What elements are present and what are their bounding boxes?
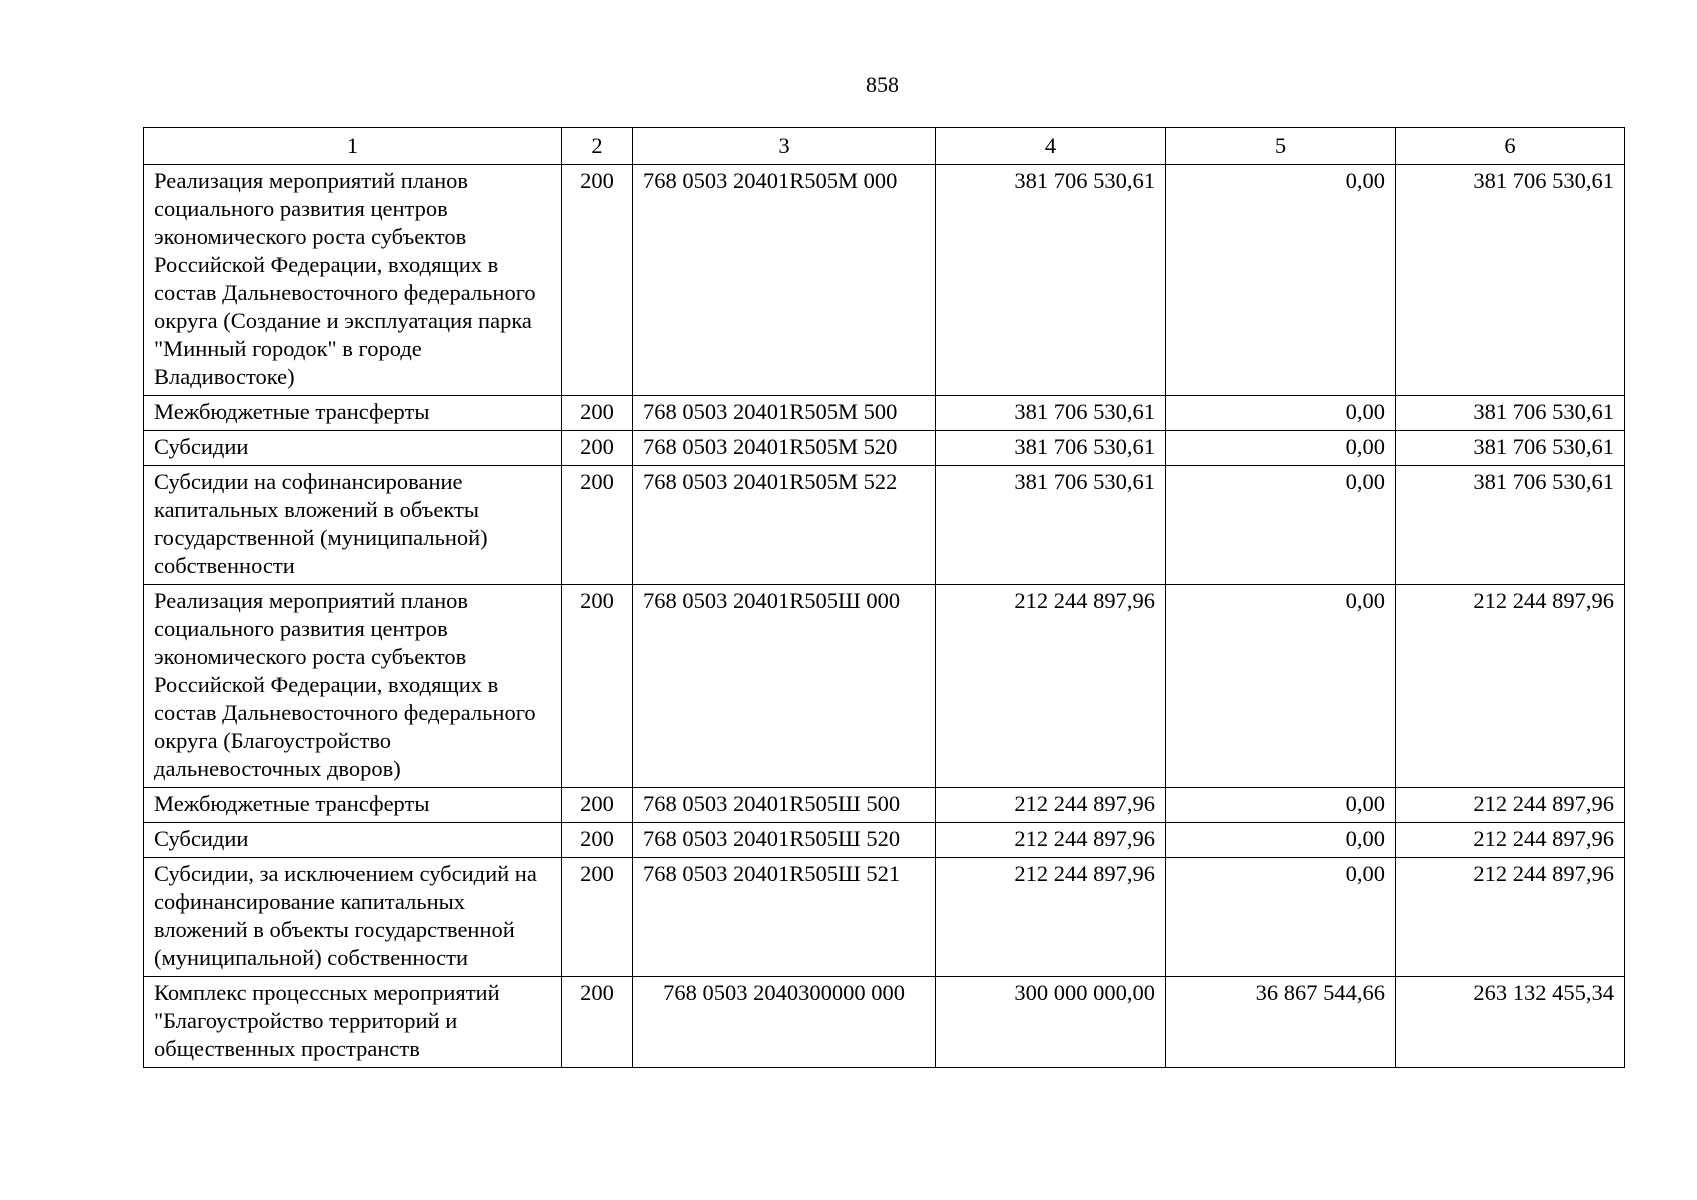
row-plan: 381 706 530,61	[936, 431, 1166, 466]
row-exec: 0,00	[1166, 466, 1396, 585]
row-kbk: 768 0503 2040300000 000	[633, 977, 936, 1068]
row-exec: 0,00	[1166, 431, 1396, 466]
row-plan: 300 000 000,00	[936, 977, 1166, 1068]
row-rest: 212 244 897,96	[1396, 823, 1625, 858]
row-rest: 381 706 530,61	[1396, 165, 1625, 396]
row-name: Субсидии на софинансирование капитальных вложений в объекты государственной (муниципальной) собственности	[144, 466, 562, 585]
row-exec: 0,00	[1166, 585, 1396, 788]
row-exec: 0,00	[1166, 823, 1396, 858]
row-name: Субсидии	[144, 431, 562, 466]
row-exec: 0,00	[1166, 788, 1396, 823]
row-code: 200	[562, 466, 633, 585]
row-kbk: 768 0503 20401R505М 522	[633, 466, 936, 585]
row-plan: 381 706 530,61	[936, 466, 1166, 585]
row-code: 200	[562, 165, 633, 396]
table-row	[144, 466, 1625, 585]
row-name: Комплекс процессных мероприятий "Благоустройство территорий и общественных пространств	[144, 977, 562, 1068]
table-row	[144, 858, 1625, 977]
budget-table	[143, 127, 1625, 1068]
row-plan: 212 244 897,96	[936, 585, 1166, 788]
row-rest: 212 244 897,96	[1396, 788, 1625, 823]
row-kbk: 768 0503 20401R505Ш 521	[633, 858, 936, 977]
row-plan: 212 244 897,96	[936, 788, 1166, 823]
row-name: Реализация мероприятий планов социального развития центров экономического роста субъектов Российской Федерации, входящих в состав Дальневосточного федерального округа (Благоустройство дальневосточных дворов)	[144, 585, 562, 788]
row-name: Реализация мероприятий планов социального развития центров экономического роста субъектов Российской Федерации, входящих в состав Дальневосточного федерального округа (Создание и эксплуатация парка "Минный городок" в городе Владивостоке)	[144, 165, 562, 396]
column-header-2: 2	[562, 128, 633, 165]
table-row	[144, 585, 1625, 788]
row-plan: 212 244 897,96	[936, 858, 1166, 977]
row-name: Межбюджетные трансферты	[144, 788, 562, 823]
row-rest: 212 244 897,96	[1396, 858, 1625, 977]
row-name: Субсидии	[144, 823, 562, 858]
header-row	[144, 128, 1625, 165]
row-rest: 381 706 530,61	[1396, 466, 1625, 585]
row-plan: 381 706 530,61	[936, 165, 1166, 396]
row-rest: 263 132 455,34	[1396, 977, 1625, 1068]
row-code: 200	[562, 977, 633, 1068]
column-header-4: 4	[936, 128, 1166, 165]
column-header-6: 6	[1396, 128, 1625, 165]
row-code: 200	[562, 858, 633, 977]
row-kbk: 768 0503 20401R505М 500	[633, 396, 936, 431]
row-code: 200	[562, 788, 633, 823]
row-plan: 212 244 897,96	[936, 823, 1166, 858]
row-rest: 381 706 530,61	[1396, 431, 1625, 466]
row-rest: 381 706 530,61	[1396, 396, 1625, 431]
row-kbk: 768 0503 20401R505М 520	[633, 431, 936, 466]
table-row	[144, 788, 1625, 823]
row-exec: 36 867 544,66	[1166, 977, 1396, 1068]
table-row	[144, 431, 1625, 466]
row-exec: 0,00	[1166, 165, 1396, 396]
row-rest: 212 244 897,96	[1396, 585, 1625, 788]
table-row	[144, 823, 1625, 858]
row-exec: 0,00	[1166, 396, 1396, 431]
row-plan: 381 706 530,61	[936, 396, 1166, 431]
row-code: 200	[562, 396, 633, 431]
row-kbk: 768 0503 20401R505Ш 520	[633, 823, 936, 858]
page-number: 858	[866, 72, 899, 97]
column-header-5: 5	[1166, 128, 1396, 165]
row-kbk: 768 0503 20401R505М 000	[633, 165, 936, 396]
table-row	[144, 396, 1625, 431]
row-exec: 0,00	[1166, 858, 1396, 977]
row-code: 200	[562, 823, 633, 858]
row-code: 200	[562, 431, 633, 466]
row-name: Субсидии, за исключением субсидий на софинансирование капитальных вложений в объекты государственной (муниципальной) собственности	[144, 858, 562, 977]
row-kbk: 768 0503 20401R505Ш 000	[633, 585, 936, 788]
table-row	[144, 977, 1625, 1068]
row-kbk: 768 0503 20401R505Ш 500	[633, 788, 936, 823]
row-name: Межбюджетные трансферты	[144, 396, 562, 431]
column-header-3: 3	[633, 128, 936, 165]
table-row	[144, 165, 1625, 396]
row-code: 200	[562, 585, 633, 788]
column-header-1: 1	[144, 128, 562, 165]
